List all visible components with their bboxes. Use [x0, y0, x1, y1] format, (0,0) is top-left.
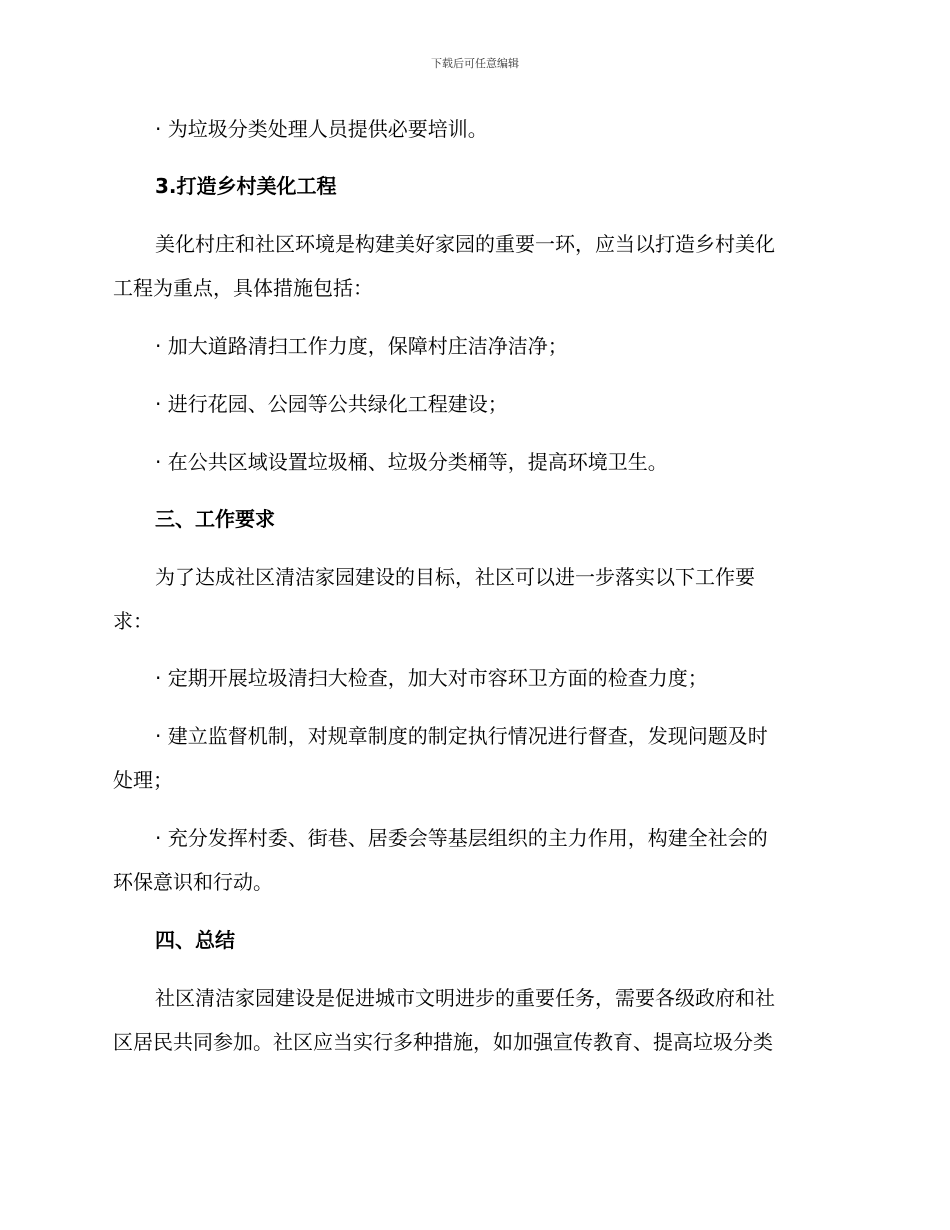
paragraph-summary-line-2: 区居民共同参加。社区应当实行多种措施，如加强宣传教育、提高垃圾分类: [113, 1030, 773, 1054]
paragraph-beautify-line-2: 工程为重点，具体措施包括：: [113, 276, 373, 300]
bullet-supervision-line-2: 处理；: [113, 768, 173, 792]
bullet-supervision-line-1: · 建立监督机制，对规章制度的制定执行情况进行督查，发现问题及时: [155, 724, 768, 748]
bullet-grassroots-line-2: 环保意识和行动。: [113, 870, 273, 894]
paragraph-summary-line-1: 社区清洁家园建设是促进城市文明进步的重要任务，需要各级政府和社: [155, 986, 775, 1010]
bullet-bins: · 在公共区域设置垃圾桶、垃圾分类桶等，提高环境卫生。: [155, 450, 668, 474]
bullet-grassroots-line-1: · 充分发挥村委、街巷、居委会等基层组织的主力作用，构建全社会的: [155, 826, 768, 850]
paragraph-requirements-line-1: 为了达成社区清洁家园建设的目标，社区可以进一步落实以下工作要: [155, 565, 755, 589]
page-header: 下载后可任意编辑: [431, 57, 519, 70]
heading-summary: 四、总结: [155, 928, 235, 952]
subheading-village-beautification: 3.打造乡村美化工程: [155, 174, 337, 198]
bullet-greening: · 进行花园、公园等公共绿化工程建设；: [155, 392, 508, 416]
bullet-inspection: · 定期开展垃圾清扫大检查，加大对市容环卫方面的检查力度；: [155, 666, 708, 690]
bullet-road-cleaning: · 加大道路清扫工作力度，保障村庄洁净洁净；: [155, 334, 568, 358]
paragraph-beautify-line-1: 美化村庄和社区环境是构建美好家园的重要一环，应当以打造乡村美化: [155, 232, 775, 256]
bullet-training: · 为垃圾分类处理人员提供必要培训。: [155, 117, 488, 141]
paragraph-requirements-line-2: 求：: [113, 609, 153, 633]
heading-work-requirements: 三、工作要求: [155, 507, 275, 531]
